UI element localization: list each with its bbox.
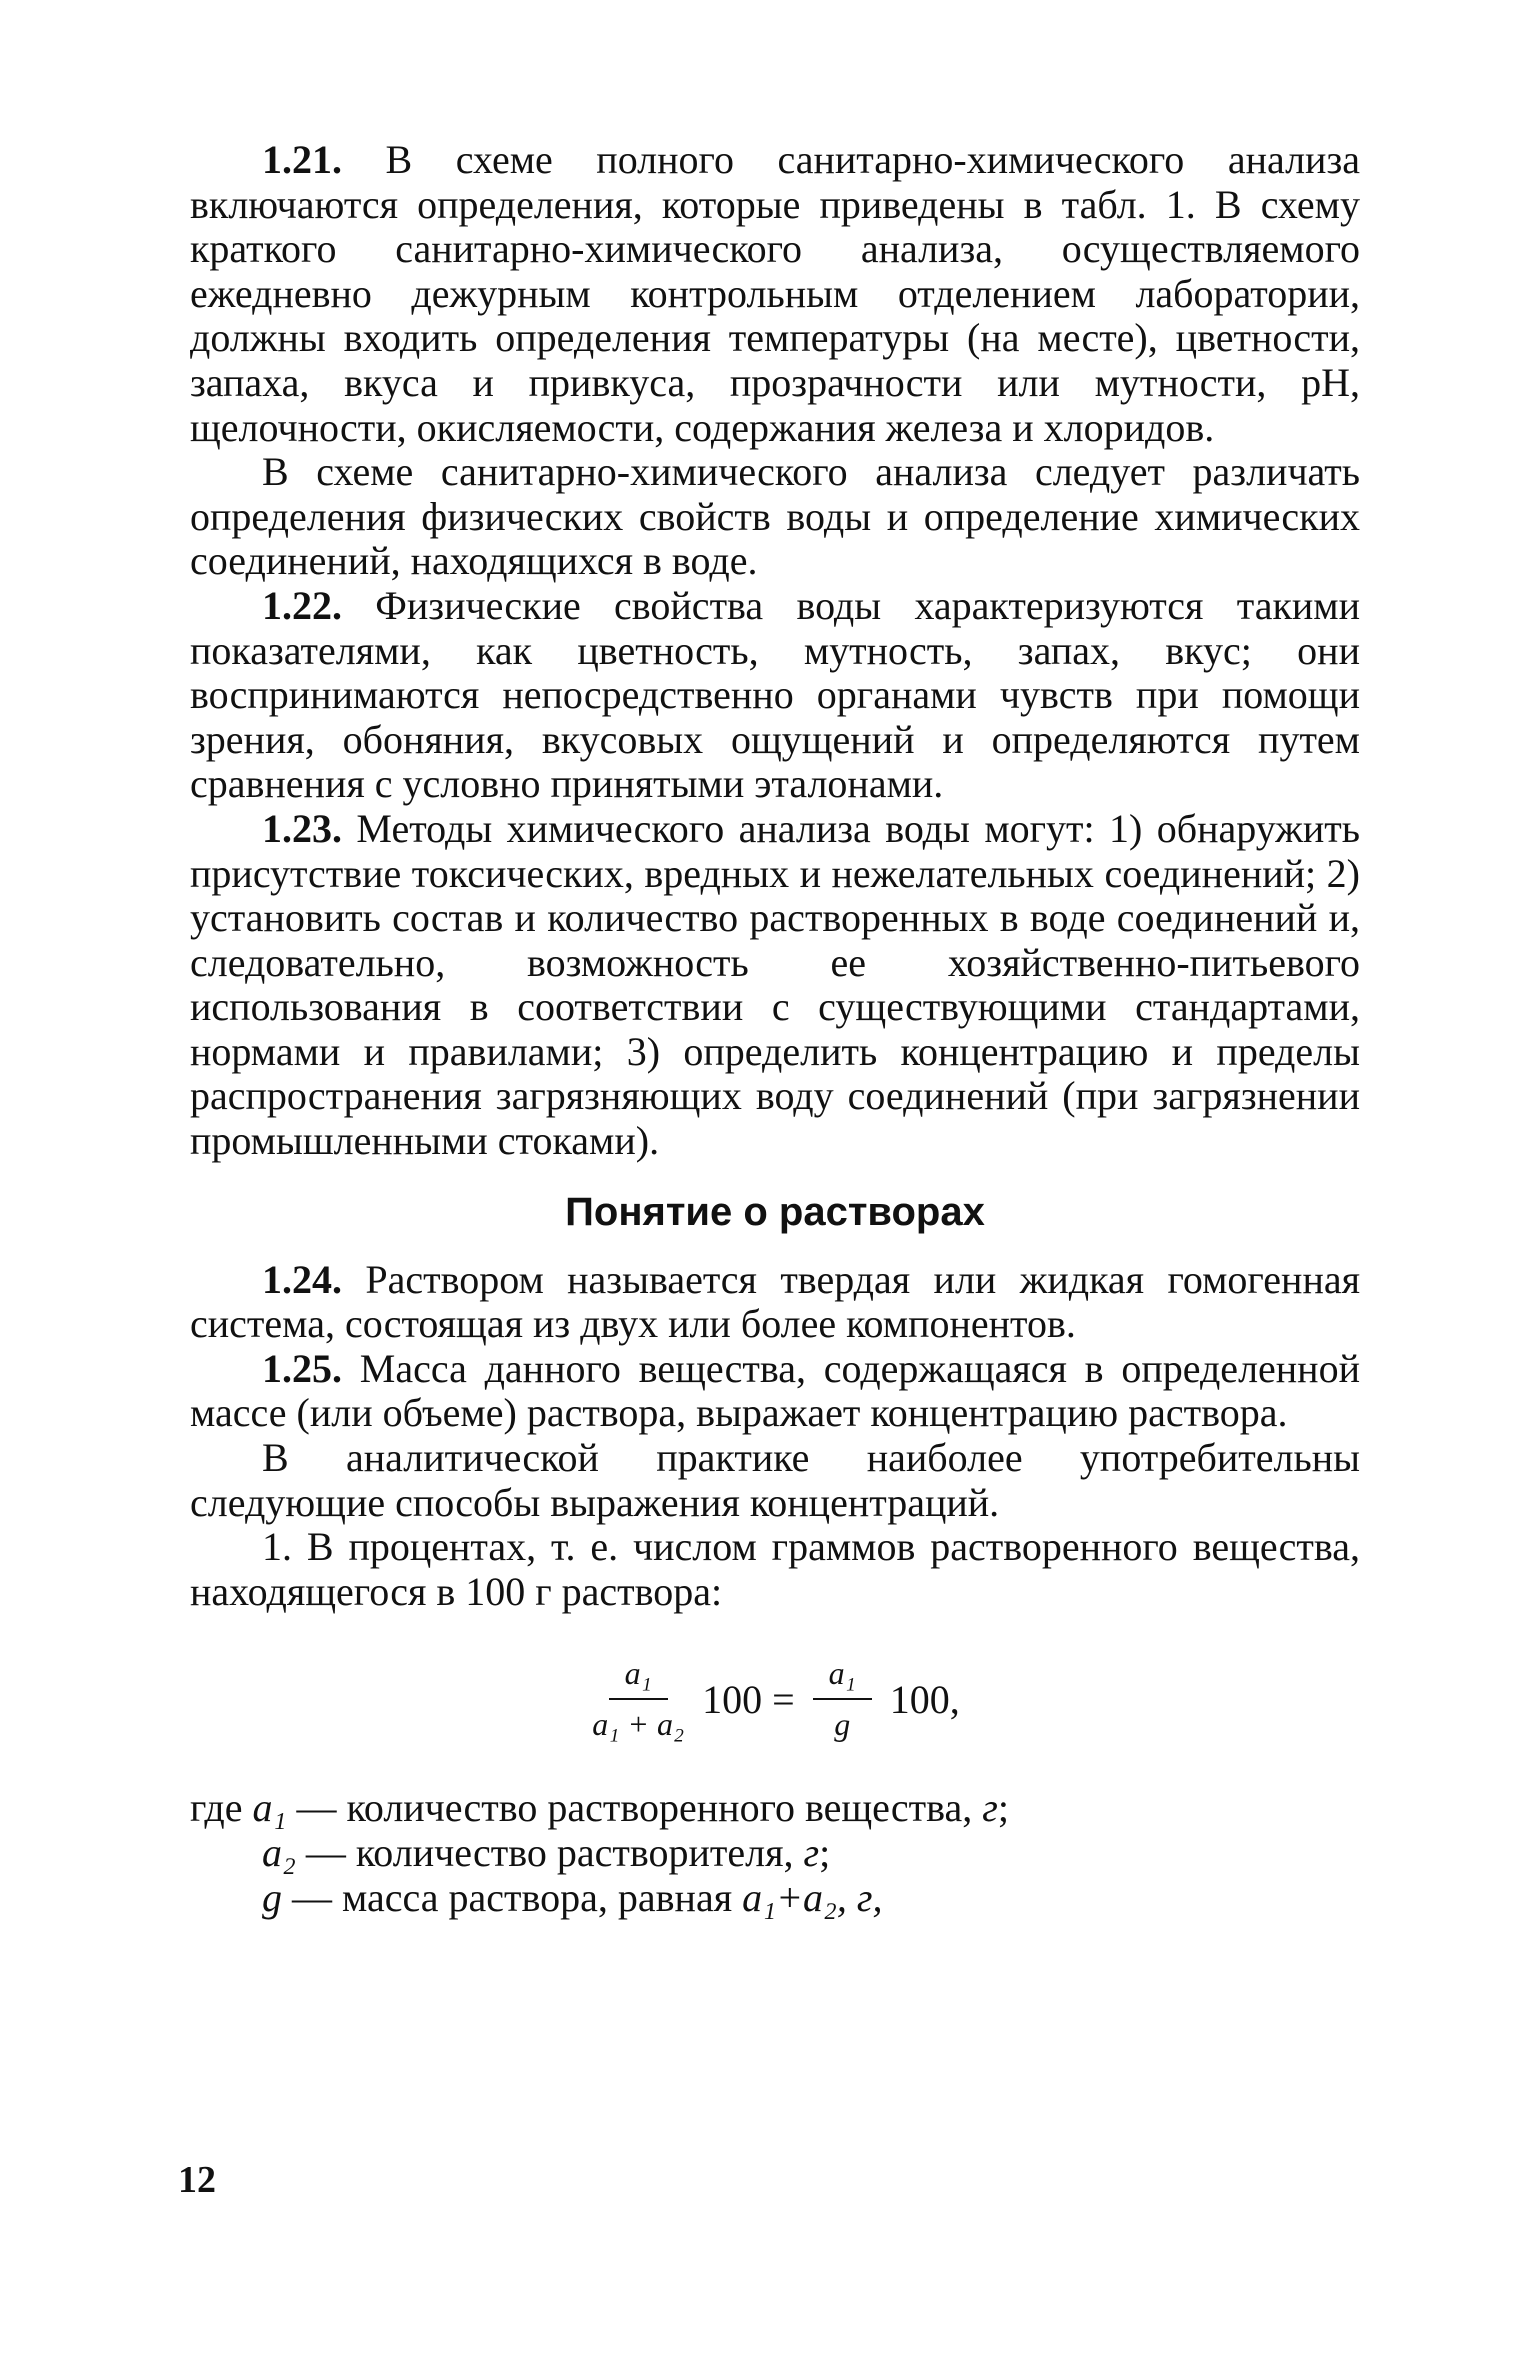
paragraph-text: Методы химического анализа воды могут: 1) обнаружить присутствие токсических, вредных и нежелательных соединений; 2) установить состав и количество растворенных в воде соединений и, следовательно, возможность ее хозяйственно-питьевого использования в соответствии с существующими стандартами, нормами и правилами; 3) определить концентрацию и пределы распространения загрязняющих воду соединений (при загрязнении промышленными стоками).: [190, 805, 1360, 1164]
section-heading: Понятие о растворах: [565, 1189, 985, 1234]
definition-unit: г: [982, 1785, 998, 1831]
definition-end: ;: [819, 1830, 831, 1875]
paragraph-text: Масса данного вещества, содержащаяся в определенной массе (или объеме) раствора, выражает концентрацию раствора.: [190, 1345, 1360, 1436]
definition-end: ;: [997, 1785, 1010, 1831]
paragraph-number: 1.23.: [262, 805, 342, 851]
definition-text: — масса раствора, равная: [282, 1874, 743, 1920]
page-number: 12: [178, 2159, 216, 2201]
paragraph-text: Раствором называется твердая или жидкая гомогенная система, состоящая из двух или более компонентов.: [190, 1256, 1360, 1347]
fraction-denominator: a₁ + a₂: [592, 1706, 685, 1743]
formula-multiplier: 100,: [889, 1676, 960, 1722]
definition-unit: г: [803, 1830, 820, 1875]
paragraph-text: В схеме полного санитарно-химического анализа включаются определения, которые приведены в табл. 1. В схему краткого санитарно-химического анализа, осуществляемого ежедневно дежурным контрольным отделением лаборатории, должны входить определения температуры (на месте), цветности, запаха, вкуса и привкуса, прозрачности или мутности, pH, щелочности, окисляемости, содержания железа и хлоридов.: [190, 137, 1360, 450]
paragraph-scheme: [190, 450, 1360, 584]
page-content: [190, 138, 1360, 1920]
paragraph-1-25: [190, 1347, 1360, 1436]
definition-unit: a₁+a₂, г,: [742, 1874, 883, 1920]
definition-g: [262, 1876, 1360, 1921]
definition-text: — количество растворенного вещества,: [286, 1785, 983, 1831]
paragraph-practice: [190, 1436, 1360, 1525]
definition-prefix: где: [190, 1785, 253, 1831]
paragraph-number: 1.24.: [262, 1256, 342, 1302]
paragraph-number: 1.25.: [262, 1345, 342, 1391]
paragraph-number: 1.22.: [262, 582, 342, 628]
paragraph-number: 1.21.: [262, 137, 342, 182]
paragraph-text: 1. В процентах, т. е. числом граммов растворенного вещества, находящегося в 100 г раствора:: [190, 1524, 1360, 1614]
fraction-right: [813, 1655, 872, 1743]
fraction-numerator: a₁: [609, 1655, 668, 1700]
definition-variable: a₂: [262, 1830, 296, 1875]
paragraph-1-23: [190, 807, 1360, 1164]
definition-variable: a₁: [252, 1785, 287, 1831]
paragraph-1-22: [190, 584, 1360, 807]
fraction-denominator: g: [834, 1706, 851, 1743]
definition-a1: [190, 1786, 1360, 1831]
paragraph-text: В схеме санитарно-химического анализа следует различать определения физических свойств воды и определение химических соединений, находящихся в воде.: [190, 449, 1360, 584]
concentration-formula: [190, 1644, 1360, 1754]
definition-text: — количество растворителя,: [295, 1830, 804, 1875]
formula-multiplier: 100 =: [702, 1676, 795, 1722]
paragraph-1-21: [190, 138, 1360, 450]
paragraph-text: В аналитической практике наиболее употребительны следующие способы выражения концентраций.: [190, 1435, 1360, 1525]
paragraph-percent: [190, 1525, 1360, 1614]
paragraph-1-24: [190, 1258, 1360, 1347]
definition-a2: [262, 1831, 1360, 1876]
paragraph-text: Физические свойства воды характеризуются такими показателями, как цветность, мутность, запах, вкус; они воспринимаются непосредственно органами чувств при помощи зрения, обоняния, вкусовых ощущений и определяются путем сравнения с условно принятыми эталонами.: [190, 582, 1360, 807]
definition-variable: g: [262, 1874, 282, 1920]
fraction-left: [592, 1655, 684, 1743]
variable-definitions: [190, 1786, 1360, 1920]
fraction-numerator: a₁: [813, 1655, 872, 1700]
